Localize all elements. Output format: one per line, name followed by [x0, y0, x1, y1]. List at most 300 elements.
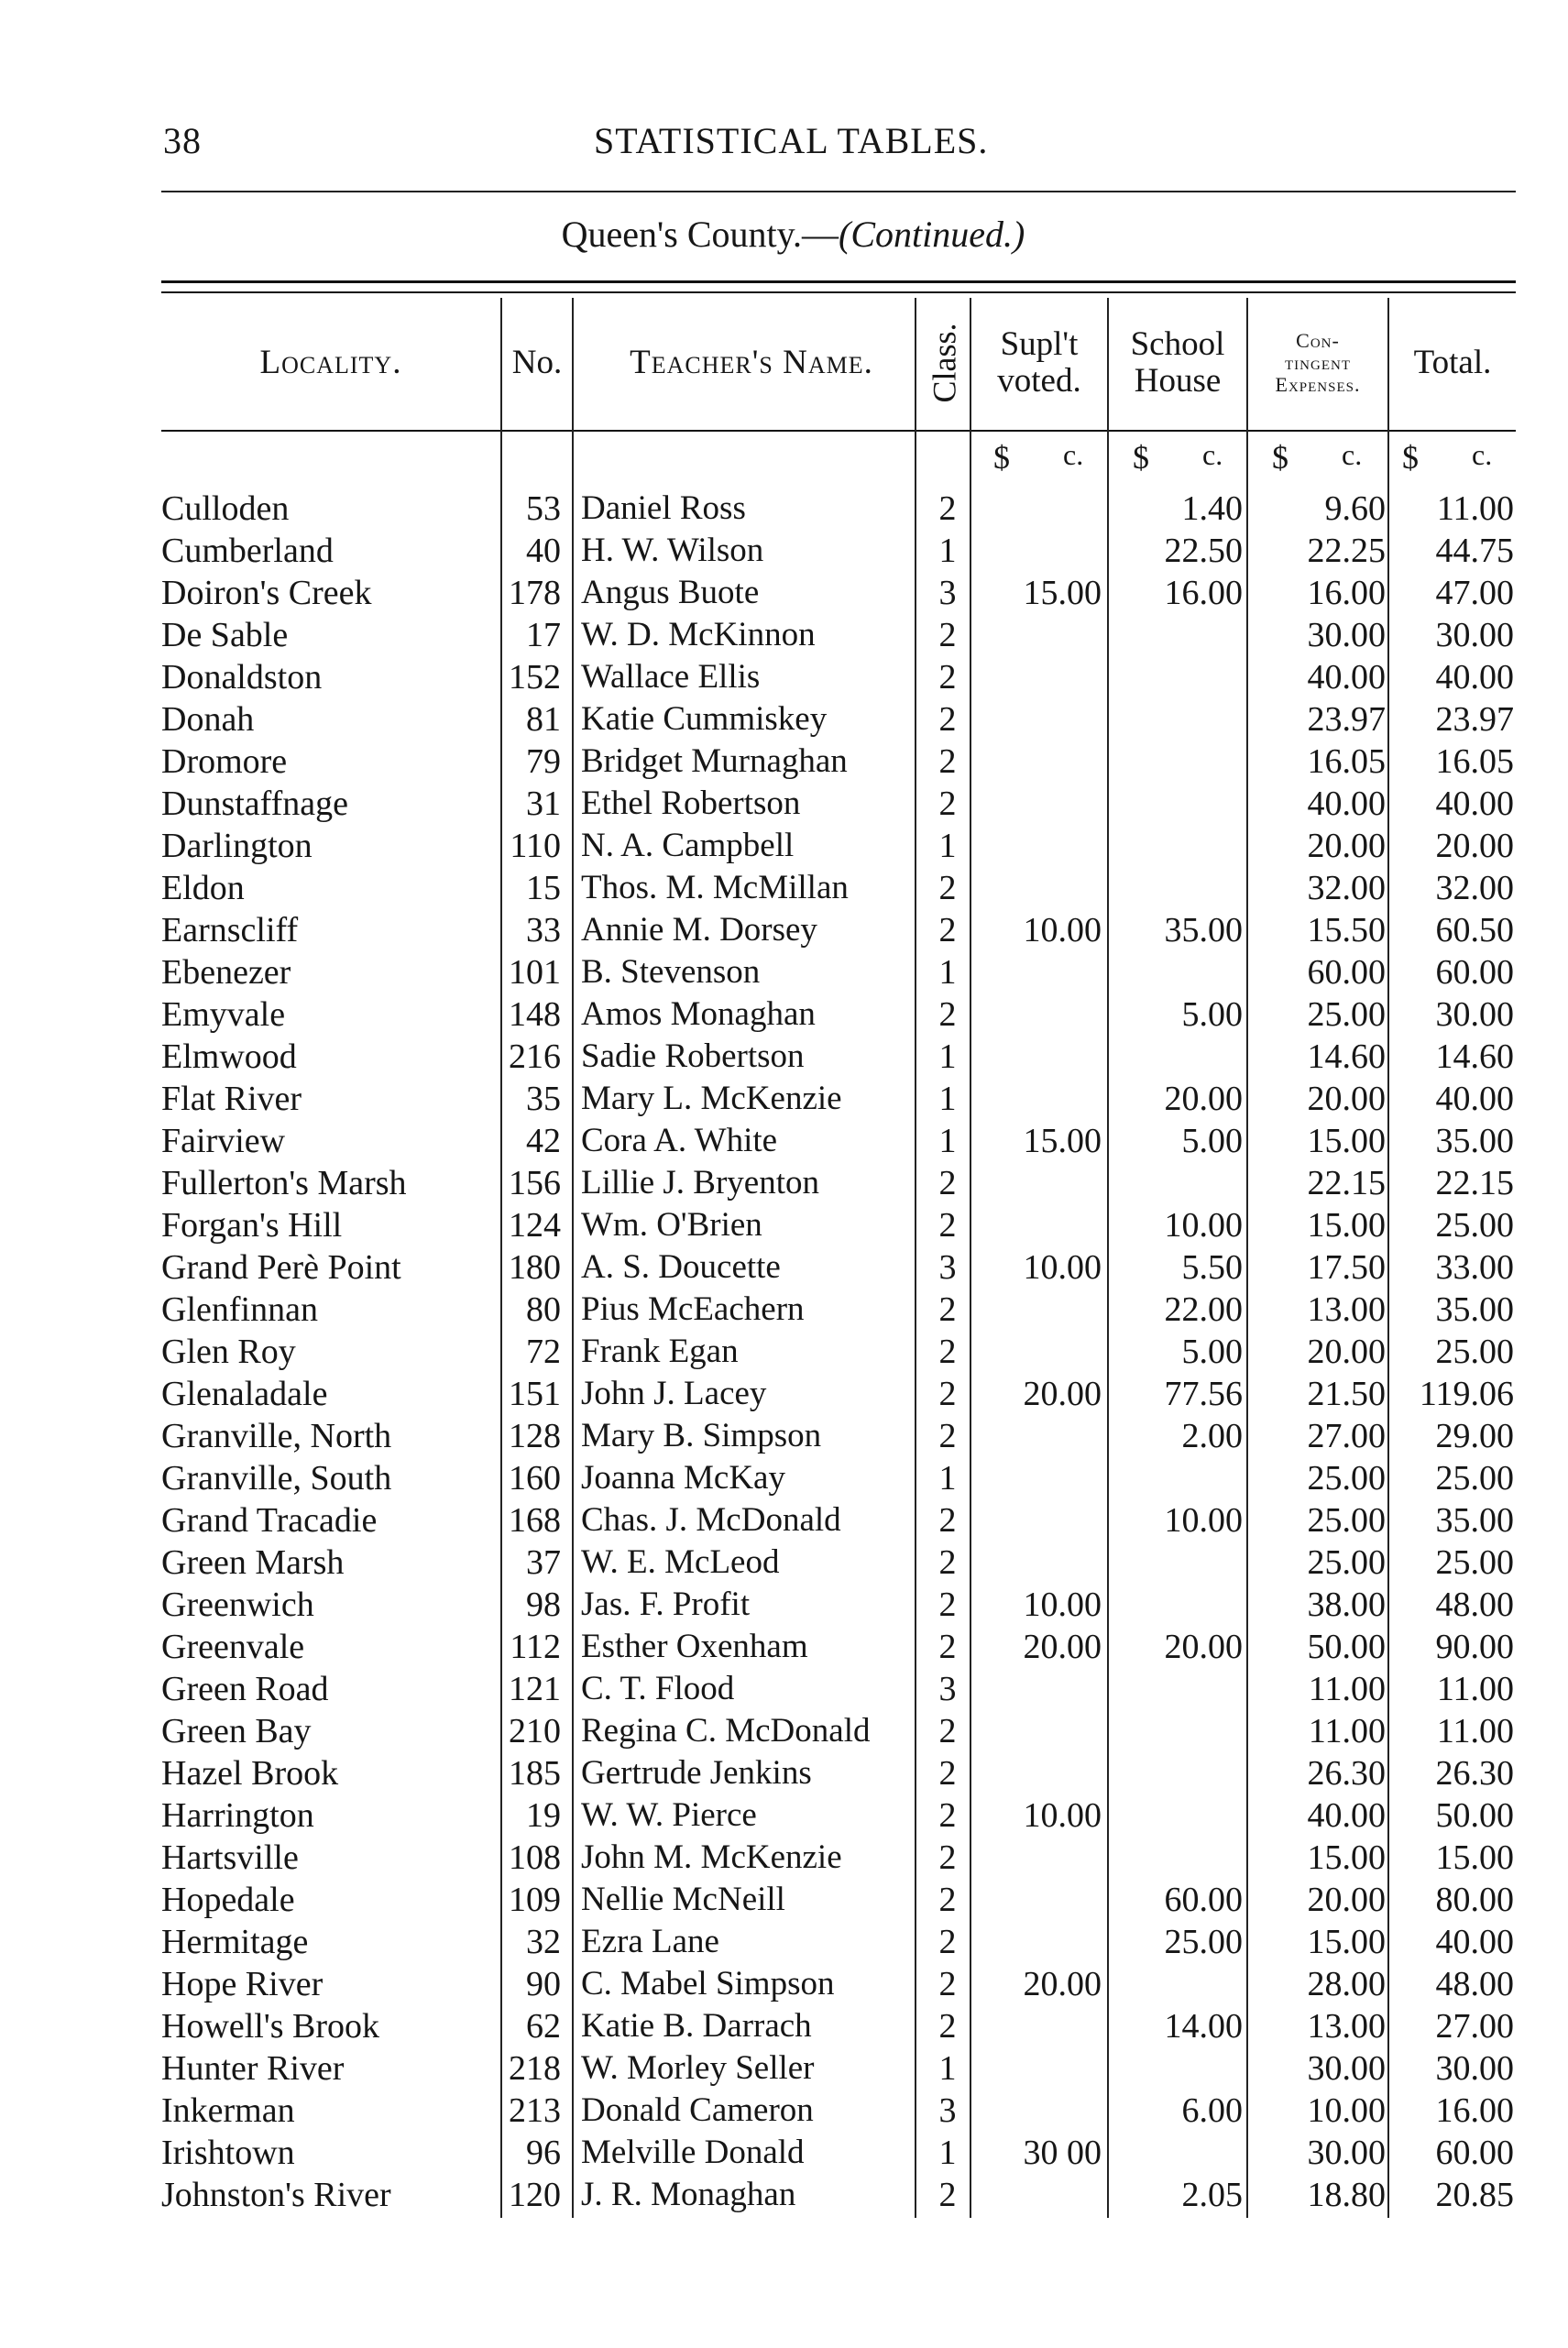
unit-dollar: $ [993, 439, 1010, 476]
col-header-contingent [1248, 298, 1387, 428]
units-school-house [1111, 438, 1257, 480]
table-row [0, 1331, 1568, 1373]
table-row [0, 1120, 1568, 1162]
cell-total: 40.00 [1435, 1080, 1514, 1118]
col-header-class-label: Class. [926, 323, 963, 403]
col-header-total-label: Total. [1413, 344, 1492, 381]
cell-school-house: 14.00 [1164, 2007, 1243, 2046]
cell-class: 2 [938, 1628, 957, 1666]
cell-number: 121 [509, 1670, 561, 1708]
cell-school-house: 20.00 [1164, 1628, 1243, 1666]
table-row [0, 1626, 1568, 1668]
cell-contingent: 50.00 [1307, 1628, 1386, 1666]
table-row [0, 1710, 1568, 1752]
table-row [0, 614, 1568, 656]
cell-contingent: 25.00 [1307, 1459, 1386, 1498]
units-supplement [971, 438, 1118, 480]
cell-number: 90 [526, 1965, 561, 2003]
cell-supplement: 10.00 [1023, 911, 1102, 949]
cell-contingent: 17.50 [1307, 1248, 1386, 1287]
cell-school-house: 2.00 [1181, 1417, 1243, 1455]
cell-school-house: 20.00 [1164, 1080, 1243, 1118]
cell-school-house: 22.00 [1164, 1290, 1243, 1329]
cell-locality: Grand Perè Point [161, 1248, 401, 1287]
cell-supplement: 15.00 [1023, 574, 1102, 612]
cell-teacher: John J. Lacey [581, 1375, 767, 1412]
cell-contingent: 26.30 [1307, 1754, 1386, 1793]
cell-teacher: B. Stevenson [581, 953, 761, 991]
cell-teacher: W. E. McLeod [581, 1543, 780, 1581]
table-row [0, 1879, 1568, 1921]
cell-teacher: Cora A. White [581, 1122, 778, 1159]
cell-teacher: Esther Oxenham [581, 1628, 808, 1665]
cell-school-house: 35.00 [1164, 911, 1243, 949]
cell-contingent: 15.00 [1307, 1923, 1386, 1961]
cell-class: 2 [938, 911, 957, 949]
cell-locality: Grand Tracadie [161, 1501, 378, 1540]
cell-locality: Cumberland [161, 532, 334, 570]
cell-locality: Hope River [161, 1965, 323, 2003]
cell-class: 3 [938, 1670, 957, 1708]
unit-cents: c. [1472, 438, 1493, 471]
cell-class: 2 [938, 1754, 957, 1793]
table-row [0, 2090, 1568, 2132]
cell-number: 108 [509, 1838, 561, 1877]
units-total [1380, 438, 1527, 480]
cell-total: 44.75 [1435, 532, 1514, 570]
cell-contingent: 30.00 [1307, 2049, 1386, 2088]
cell-teacher: W. D. McKinnon [581, 616, 816, 653]
cell-total: 40.00 [1435, 784, 1514, 823]
cell-total: 30.00 [1435, 2049, 1514, 2088]
cell-contingent: 10.00 [1307, 2091, 1386, 2130]
col-header-total [1389, 298, 1516, 428]
cell-locality: Dromore [161, 742, 288, 781]
cell-total: 11.00 [1436, 1712, 1514, 1750]
cell-total: 30.00 [1435, 616, 1514, 654]
cell-teacher: John M. McKenzie [581, 1838, 842, 1876]
cell-locality: Donaldston [161, 658, 323, 697]
cell-contingent: 15.00 [1307, 1206, 1386, 1245]
cell-teacher: Regina C. McDonald [581, 1712, 871, 1750]
col-header-school-house-line2: House [1134, 362, 1222, 400]
units-contingent [1250, 438, 1397, 480]
cell-total: 40.00 [1435, 1923, 1514, 1961]
cell-supplement: 15.00 [1023, 1122, 1102, 1160]
table-row [0, 2047, 1568, 2090]
table-row [0, 1499, 1568, 1542]
unit-cents: c. [1202, 438, 1223, 471]
cell-contingent: 16.00 [1307, 574, 1386, 612]
cell-number: 19 [526, 1796, 561, 1835]
table-row [0, 1162, 1568, 1204]
cell-total: 119.06 [1419, 1375, 1514, 1413]
cell-teacher: C. Mabel Simpson [581, 1965, 835, 2002]
table-row [0, 2174, 1568, 2216]
unit-cents: c. [1342, 438, 1363, 471]
table-row [0, 2005, 1568, 2047]
table-row [0, 783, 1568, 825]
cell-contingent: 30.00 [1307, 2134, 1386, 2172]
table-row [0, 1204, 1568, 1246]
cell-locality: Greenwich [161, 1585, 314, 1624]
cell-total: 11.00 [1436, 489, 1514, 528]
cell-number: 120 [509, 2176, 561, 2214]
cell-teacher: Amos Monaghan [581, 995, 816, 1033]
cell-class: 2 [938, 1543, 957, 1582]
cell-teacher: Annie M. Dorsey [581, 911, 817, 949]
cell-school-house: 77.56 [1164, 1375, 1243, 1413]
unit-cents: c. [1063, 438, 1084, 471]
cell-contingent: 15.00 [1307, 1838, 1386, 1877]
cell-class: 2 [938, 1417, 957, 1455]
cell-class: 1 [938, 953, 957, 992]
cell-number: 33 [526, 911, 561, 949]
cell-contingent: 11.00 [1308, 1670, 1386, 1708]
table-row [0, 825, 1568, 867]
cell-teacher: Jas. F. Profit [581, 1585, 751, 1623]
cell-class: 1 [938, 1080, 957, 1118]
cell-class: 2 [938, 2007, 957, 2046]
cell-total: 48.00 [1435, 1585, 1514, 1624]
cell-class: 2 [938, 489, 957, 528]
table-row [0, 741, 1568, 783]
cell-teacher: H. W. Wilson [581, 532, 764, 569]
cell-locality: Hartsville [161, 1838, 299, 1877]
cell-number: 180 [509, 1248, 561, 1287]
cell-contingent: 20.00 [1307, 1080, 1386, 1118]
cell-contingent: 16.05 [1307, 742, 1386, 781]
cell-total: 35.00 [1435, 1290, 1514, 1329]
cell-class: 2 [938, 616, 957, 654]
cell-number: 101 [509, 953, 561, 992]
cell-contingent: 38.00 [1307, 1585, 1386, 1624]
cell-class: 3 [938, 574, 957, 612]
cell-locality: Dunstaffnage [161, 784, 349, 823]
col-header-class [916, 298, 971, 428]
cell-locality: Earnscliff [161, 911, 299, 949]
cell-teacher: Chas. J. McDonald [581, 1501, 841, 1539]
cell-locality: Donah [161, 700, 255, 739]
cell-number: 109 [509, 1881, 561, 1919]
cell-number: 213 [509, 2091, 561, 2130]
cell-total: 23.97 [1435, 700, 1514, 739]
cell-teacher: Ethel Robertson [581, 784, 801, 822]
cell-class: 2 [938, 658, 957, 697]
cell-contingent: 20.00 [1307, 827, 1386, 865]
unit-dollar: $ [1133, 439, 1149, 476]
table-row [0, 1036, 1568, 1078]
table-row [0, 1373, 1568, 1415]
cell-total: 60.00 [1435, 2134, 1514, 2172]
cell-total: 90.00 [1435, 1628, 1514, 1666]
cell-teacher: Melville Donald [581, 2134, 805, 2171]
cell-total: 11.00 [1436, 1670, 1514, 1708]
cell-class: 1 [938, 1459, 957, 1498]
cell-locality: Hazel Brook [161, 1754, 339, 1793]
table-row [0, 1794, 1568, 1837]
cell-teacher: Wallace Ellis [581, 658, 761, 696]
cell-class: 2 [938, 742, 957, 781]
unit-dollar: $ [1402, 439, 1419, 476]
cell-locality: Fullerton's Marsh [161, 1164, 407, 1202]
cell-total: 15.00 [1435, 1838, 1514, 1877]
cell-locality: Elmwood [161, 1037, 297, 1076]
cell-school-house: 5.00 [1181, 1122, 1243, 1160]
cell-supplement: 20.00 [1023, 1965, 1102, 2003]
cell-number: 35 [526, 1080, 561, 1118]
cell-teacher: Joanna McKay [581, 1459, 785, 1497]
cell-total: 40.00 [1435, 658, 1514, 697]
cell-contingent: 60.00 [1307, 953, 1386, 992]
cell-class: 2 [938, 1965, 957, 2003]
cell-locality: Hermitage [161, 1923, 309, 1961]
cell-total: 33.00 [1435, 1248, 1514, 1287]
cell-total: 27.00 [1435, 2007, 1514, 2046]
table-top-rule [161, 280, 1516, 283]
cell-locality: De Sable [161, 616, 289, 654]
col-header-contingent-line1: Con- [1296, 329, 1340, 352]
running-title: STATISTICAL TABLES. [594, 120, 989, 161]
cell-locality: Darlington [161, 827, 313, 865]
cell-total: 30.00 [1435, 995, 1514, 1034]
cell-teacher: Angus Buote [581, 574, 760, 611]
cell-number: 62 [526, 2007, 561, 2046]
cell-locality: Green Road [161, 1670, 329, 1708]
subtitle-continued: (Continued.) [839, 214, 1025, 255]
table-row [0, 867, 1568, 909]
cell-supplement: 20.00 [1023, 1628, 1102, 1666]
table-row [0, 488, 1568, 530]
cell-teacher: Wm. O'Brien [581, 1206, 762, 1244]
cell-locality: Eldon [161, 869, 245, 907]
cell-locality: Culloden [161, 489, 290, 528]
cell-contingent: 13.00 [1307, 1290, 1386, 1329]
cell-contingent: 40.00 [1307, 784, 1386, 823]
cell-teacher: Katie B. Darrach [581, 2007, 812, 2045]
cell-number: 168 [509, 1501, 561, 1540]
cell-locality: Glenfinnan [161, 1290, 318, 1329]
cell-total: 80.00 [1435, 1881, 1514, 1919]
cell-locality: Forgan's Hill [161, 1206, 343, 1245]
cell-number: 98 [526, 1585, 561, 1624]
table-row [0, 1415, 1568, 1457]
cell-contingent: 21.50 [1307, 1375, 1386, 1413]
cell-contingent: 23.97 [1307, 700, 1386, 739]
cell-locality: Fairview [161, 1122, 286, 1160]
table-row [0, 1246, 1568, 1289]
cell-contingent: 25.00 [1307, 1501, 1386, 1540]
cell-teacher: J. R. Monaghan [581, 2176, 796, 2213]
table-row [0, 1963, 1568, 2005]
cell-total: 60.00 [1435, 953, 1514, 992]
cell-school-house: 6.00 [1181, 2091, 1243, 2130]
cell-total: 25.00 [1435, 1333, 1514, 1371]
cell-locality: Glenaladale [161, 1375, 328, 1413]
col-header-contingent-line2: tingent [1285, 351, 1351, 374]
cell-contingent: 30.00 [1307, 616, 1386, 654]
cell-number: 210 [509, 1712, 561, 1750]
cell-teacher: A. S. Doucette [581, 1248, 781, 1286]
cell-contingent: 22.25 [1307, 532, 1386, 570]
cell-teacher: Katie Cummiskey [581, 700, 828, 738]
cell-number: 112 [510, 1628, 561, 1666]
cell-teacher: Pius McEachern [581, 1290, 805, 1328]
cell-locality: Granville, North [161, 1417, 392, 1455]
cell-teacher: Gertrude Jenkins [581, 1754, 812, 1792]
table-row [0, 1668, 1568, 1710]
cell-locality: Johnston's River [161, 2176, 391, 2214]
col-header-contingent-line3: Expenses. [1275, 373, 1361, 396]
cell-class: 1 [938, 532, 957, 570]
col-header-locality [161, 298, 500, 428]
cell-locality: Inkerman [161, 2091, 295, 2130]
col-header-supplement [971, 298, 1107, 428]
cell-locality: Green Bay [161, 1712, 312, 1750]
cell-school-house: 1.40 [1181, 489, 1243, 528]
cell-school-house: 10.00 [1164, 1206, 1243, 1245]
table-row [0, 1584, 1568, 1626]
cell-contingent: 40.00 [1307, 658, 1386, 697]
cell-contingent: 11.00 [1308, 1712, 1386, 1750]
table-row [0, 1457, 1568, 1499]
cell-school-house: 5.00 [1181, 995, 1243, 1034]
cell-total: 16.05 [1435, 742, 1514, 781]
cell-number: 42 [526, 1122, 561, 1160]
cell-contingent: 22.15 [1307, 1164, 1386, 1202]
cell-contingent: 9.60 [1324, 489, 1386, 528]
cell-locality: Flat River [161, 1080, 302, 1118]
table-row [0, 1542, 1568, 1584]
cell-class: 1 [938, 2134, 957, 2172]
cell-contingent: 28.00 [1307, 1965, 1386, 2003]
cell-total: 47.00 [1435, 574, 1514, 612]
cell-class: 2 [938, 700, 957, 739]
cell-teacher: Donald Cameron [581, 2091, 814, 2129]
cell-number: 81 [526, 700, 561, 739]
cell-class: 2 [938, 1333, 957, 1371]
cell-total: 20.85 [1435, 2176, 1514, 2214]
unit-dollar: $ [1272, 439, 1288, 476]
cell-total: 32.00 [1435, 869, 1514, 907]
cell-contingent: 13.00 [1307, 2007, 1386, 2046]
cell-class: 1 [938, 1037, 957, 1076]
cell-class: 2 [938, 1796, 957, 1835]
cell-number: 72 [526, 1333, 561, 1371]
subtitle-county: Queen's County.— [561, 214, 839, 255]
cell-teacher: Mary L. McKenzie [581, 1080, 842, 1117]
cell-contingent: 40.00 [1307, 1796, 1386, 1835]
cell-contingent: 25.00 [1307, 1543, 1386, 1582]
cell-locality: Hunter River [161, 2049, 345, 2088]
cell-class: 3 [938, 2091, 957, 2130]
cell-total: 22.15 [1435, 1164, 1514, 1202]
table-subtitle [0, 213, 1568, 256]
cell-teacher: Sadie Robertson [581, 1037, 805, 1075]
cell-total: 25.00 [1435, 1543, 1514, 1582]
cell-number: 156 [509, 1164, 561, 1202]
cell-teacher: Daniel Ross [581, 489, 746, 527]
cell-class: 2 [938, 1375, 957, 1413]
table-row [0, 993, 1568, 1036]
cell-class: 1 [938, 827, 957, 865]
cell-contingent: 25.00 [1307, 995, 1386, 1034]
cell-class: 2 [938, 1501, 957, 1540]
cell-teacher: C. T. Flood [581, 1670, 735, 1707]
cell-teacher: Bridget Murnaghan [581, 742, 848, 780]
cell-locality: Emyvale [161, 995, 286, 1034]
cell-total: 14.60 [1435, 1037, 1514, 1076]
col-header-school-house [1109, 298, 1246, 428]
cell-locality: Granville, South [161, 1459, 392, 1498]
cell-contingent: 32.00 [1307, 869, 1386, 907]
cell-number: 79 [526, 742, 561, 781]
cell-class: 2 [938, 995, 957, 1034]
cell-locality: Greenvale [161, 1628, 305, 1666]
cell-locality: Irishtown [161, 2134, 295, 2172]
cell-class: 3 [938, 1248, 957, 1287]
header-rule [161, 191, 1516, 192]
cell-number: 53 [526, 489, 561, 528]
cell-school-house: 2.05 [1181, 2176, 1243, 2214]
cell-number: 96 [526, 2134, 561, 2172]
cell-teacher: W. Morley Seller [581, 2049, 815, 2087]
cell-number: 151 [509, 1375, 561, 1413]
cell-number: 32 [526, 1923, 561, 1961]
cell-supplement: 30 00 [1023, 2134, 1102, 2172]
cell-class: 2 [938, 1206, 957, 1245]
table-row [0, 656, 1568, 698]
cell-total: 16.00 [1435, 2091, 1514, 2130]
cell-contingent: 20.00 [1307, 1333, 1386, 1371]
cell-number: 31 [526, 784, 561, 823]
cell-number: 37 [526, 1543, 561, 1582]
cell-locality: Howell's Brook [161, 2007, 380, 2046]
table-row [0, 698, 1568, 741]
cell-contingent: 15.00 [1307, 1122, 1386, 1160]
cell-number: 17 [526, 616, 561, 654]
cell-number: 15 [526, 869, 561, 907]
cell-number: 152 [509, 658, 561, 697]
table-row [0, 1837, 1568, 1879]
cell-teacher: W. W. Pierce [581, 1796, 757, 1834]
cell-class: 1 [938, 1122, 957, 1160]
cell-teacher: Lillie J. Bryenton [581, 1164, 819, 1201]
cell-locality: Ebenezer [161, 953, 291, 992]
cell-number: 40 [526, 532, 561, 570]
cell-school-house: 60.00 [1164, 1881, 1243, 1919]
cell-school-house: 5.00 [1181, 1333, 1243, 1371]
cell-locality: Doiron's Creek [161, 574, 372, 612]
table-row [0, 1752, 1568, 1794]
cell-supplement: 10.00 [1023, 1585, 1102, 1624]
cell-teacher: Thos. M. McMillan [581, 869, 849, 906]
col-header-locality-label: Locality. [259, 344, 402, 381]
cell-teacher: Ezra Lane [581, 1923, 719, 1960]
cell-number: 218 [509, 2049, 561, 2088]
table-row [0, 2132, 1568, 2174]
cell-class: 2 [938, 1838, 957, 1877]
cell-number: 124 [509, 1206, 561, 1245]
cell-number: 80 [526, 1290, 561, 1329]
header-bottom-rule [161, 430, 1516, 432]
cell-school-house: 5.50 [1181, 1248, 1243, 1287]
cell-total: 29.00 [1435, 1417, 1514, 1455]
cell-locality: Glen Roy [161, 1333, 296, 1371]
cell-supplement: 10.00 [1023, 1248, 1102, 1287]
col-header-teacher-label: Teacher's Name. [630, 344, 873, 381]
cell-total: 25.00 [1435, 1206, 1514, 1245]
